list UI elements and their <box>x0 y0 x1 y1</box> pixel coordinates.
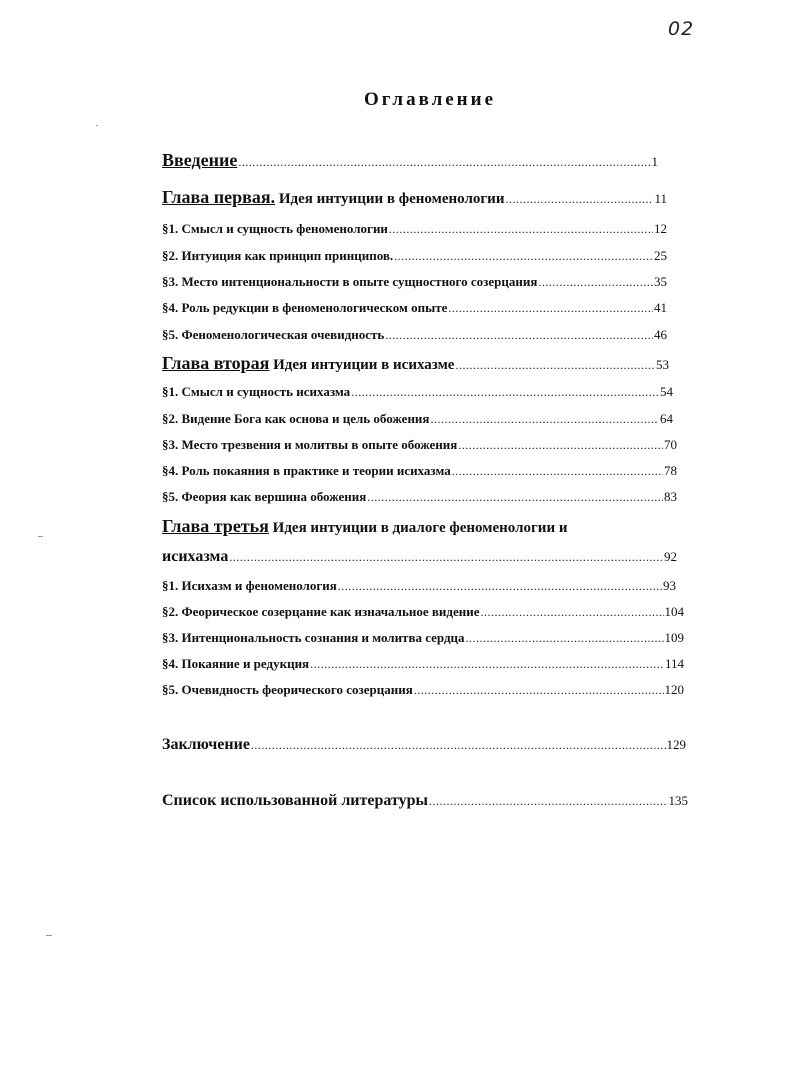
toc-entry-page: 12 <box>654 221 667 236</box>
dot-leader <box>367 489 663 505</box>
scan-speck <box>38 536 43 537</box>
chapter-title: Идея интуиции в диалоге феноменологии и <box>272 520 568 536</box>
dot-leader <box>414 682 664 698</box>
toc-entry-page: 129 <box>666 737 686 752</box>
toc-entry-page: 70 <box>664 437 677 452</box>
toc-entry-page: 114 <box>664 656 684 671</box>
section-label: §5. Очевидность феорического созерцания <box>162 682 413 697</box>
dot-leader <box>430 411 659 427</box>
dot-leader <box>466 630 664 646</box>
toc-entry-page: 64 <box>660 411 673 426</box>
chapter-title: Идея интуиции в исихазме <box>273 357 455 373</box>
section-label: §3. Место интенциональности в опыте сущностного созерцания <box>162 274 538 289</box>
toc-entry-section[interactable] <box>162 300 667 316</box>
toc-entry-section[interactable] <box>162 411 673 427</box>
dot-leader <box>238 153 650 171</box>
dot-leader <box>480 604 663 620</box>
toc-entry-chapter-1[interactable] <box>162 187 667 208</box>
chapter-title-continued: исихазма <box>162 548 229 565</box>
chapter-label: Глава первая. <box>162 187 276 207</box>
toc-entry-section[interactable] <box>162 384 673 400</box>
toc-entry-chapter-3-continued[interactable] <box>162 548 677 566</box>
toc-entry-chapter-2[interactable] <box>162 353 669 374</box>
toc-entry-page: 53 <box>656 357 669 372</box>
toc-entry-section[interactable] <box>162 221 667 237</box>
section-label: §1. Смысл и сущность исихазма <box>162 384 351 399</box>
toc-entry-page: 92 <box>664 549 677 564</box>
toc-entry-section[interactable] <box>162 248 667 264</box>
section-label: §5. Феория как вершина обожения <box>162 489 367 504</box>
dot-leader <box>229 549 663 566</box>
toc-entry-page: 109 <box>664 630 684 645</box>
toc-entry-page: 35 <box>654 274 667 289</box>
toc-entry-bibliography[interactable] <box>162 792 688 810</box>
section-label: §3. Интенциональность сознания и молитва сердца <box>162 630 465 645</box>
section-label: §1. Исихазм и феноменология <box>162 578 337 593</box>
toc-entry-section[interactable] <box>162 604 684 620</box>
dot-leader <box>338 578 662 594</box>
toc-entry-page: 78 <box>664 463 677 478</box>
toc-entry-page: 104 <box>664 604 684 619</box>
toc-entry-page: 135 <box>668 793 688 808</box>
toc-entry-page: 120 <box>664 682 684 697</box>
dot-leader <box>389 221 653 237</box>
toc-entry-section[interactable] <box>162 437 677 453</box>
chapter-label: Глава вторая <box>162 353 270 373</box>
section-label: §3. Место трезвения и молитвы в опыте обожения <box>162 437 458 452</box>
section-label: §2. Видение Бога как основа и цель обожения <box>162 411 430 426</box>
toc-entry-section[interactable] <box>162 656 684 672</box>
dot-leader <box>538 274 653 290</box>
toc-entry-section[interactable] <box>162 489 677 505</box>
toc-entry-section[interactable] <box>162 682 684 698</box>
chapter-title: Идея интуиции в феноменологии <box>278 191 505 207</box>
dot-leader <box>251 736 666 754</box>
scan-speck <box>96 125 98 126</box>
toc-entry-section[interactable] <box>162 578 676 594</box>
section-label: §5. Феноменологическая очевидность <box>162 327 385 342</box>
toc-entry-label: Список использованной литературы <box>162 792 428 809</box>
toc-entry-page: 1 <box>651 154 658 169</box>
dot-leader <box>458 437 663 453</box>
toc-entry-section[interactable] <box>162 630 684 646</box>
toc-entry-section[interactable] <box>162 327 667 343</box>
toc-entry-page: 93 <box>663 578 676 593</box>
section-label: §4. Роль редукции в феноменологическом опыте <box>162 300 448 315</box>
dot-leader <box>455 357 655 374</box>
section-label: §1. Смысл и сущность феноменологии <box>162 221 388 236</box>
page-title: Оглавление <box>363 89 497 110</box>
toc-entry-page: 83 <box>664 489 677 504</box>
toc-entry-conclusion[interactable] <box>162 736 686 754</box>
toc-entry-introduction[interactable] <box>162 150 658 171</box>
toc-entry-chapter-3[interactable] <box>162 516 632 537</box>
section-label: §2. Интуиция как принцип принципов. <box>162 248 394 263</box>
section-label: §4. Роль покаяния в практике и теории исихазма <box>162 463 451 478</box>
dot-leader <box>351 384 659 400</box>
handwritten-page-mark: 02 <box>668 18 695 40</box>
toc-entry-label: Заключение <box>162 736 250 753</box>
scan-speck <box>46 935 52 936</box>
toc-entry-page: 54 <box>660 384 673 399</box>
dot-leader <box>385 327 653 343</box>
toc-entry-page: 46 <box>654 327 667 342</box>
dot-leader <box>452 463 663 479</box>
dot-leader <box>505 191 653 208</box>
toc-entry-label: Введение <box>162 150 238 170</box>
dot-leader <box>448 300 653 316</box>
toc-entry-section[interactable] <box>162 274 667 290</box>
toc-entry-section[interactable] <box>162 463 677 479</box>
dot-leader <box>394 248 653 264</box>
chapter-label: Глава третья <box>162 516 269 536</box>
toc-entry-page: 41 <box>654 300 667 315</box>
dot-leader <box>429 792 668 810</box>
section-label: §2. Феорическое созерцание как изначальное видение <box>162 604 480 619</box>
dot-leader <box>310 656 664 672</box>
toc-entry-page: 25 <box>654 248 667 263</box>
section-label: §4. Покаяние и редукция <box>162 656 310 671</box>
toc-entry-page: 11 <box>654 191 667 206</box>
